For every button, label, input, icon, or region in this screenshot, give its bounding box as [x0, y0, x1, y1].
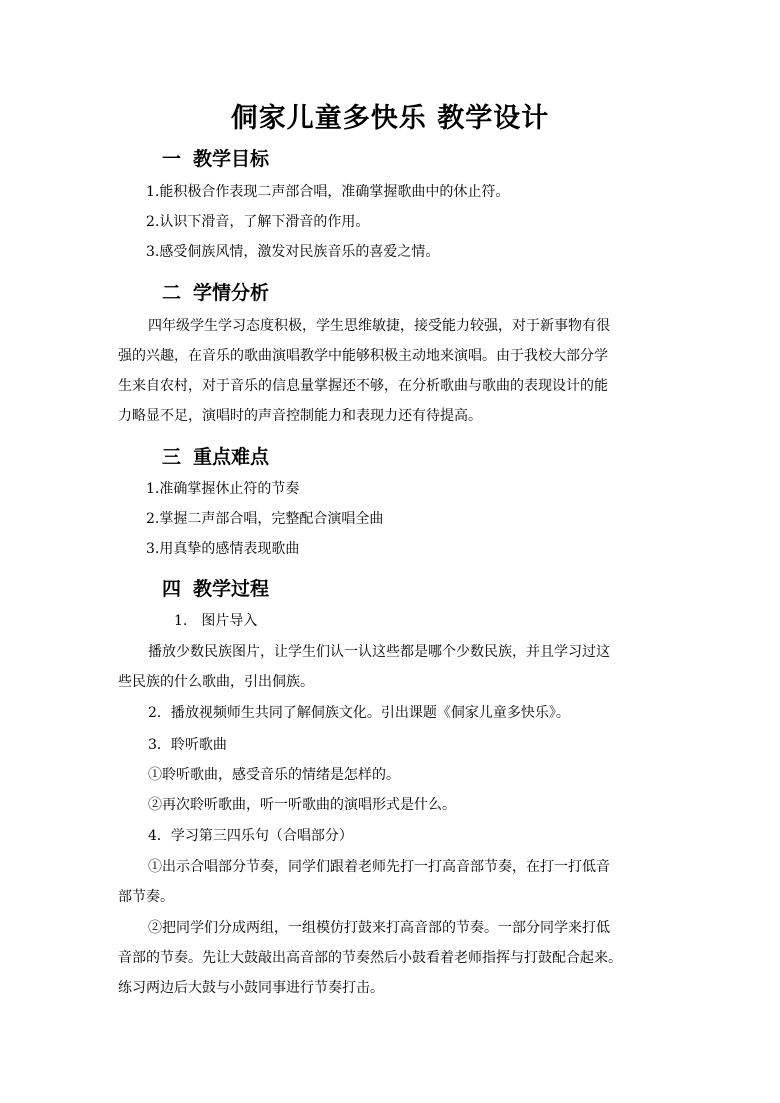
section-title: 教学过程 — [193, 578, 270, 600]
document-title: 侗家儿童多快乐 教学设计 — [230, 103, 550, 134]
section-heading-process — [162, 574, 269, 601]
section-heading-objectives — [162, 144, 269, 171]
section-title: 重点难点 — [193, 446, 270, 468]
section-number: 四 — [162, 578, 182, 600]
process-step: 3．聆听歌曲 — [148, 737, 227, 753]
section-title: 学情分析 — [193, 282, 270, 304]
section-heading-analysis — [162, 278, 269, 305]
process-line: 部节奏。 — [118, 889, 174, 905]
process-step: 4．学习第三四乐句（合唱部分） — [148, 828, 353, 844]
paragraph-line: 生来自农村，对于音乐的信息量掌握还不够，在分析歌曲与歌曲的表现设计的能 — [118, 378, 608, 394]
process-line: 音部的节奏。先让大鼓敲出高音部的节奏然后小鼓看着老师指挥与打鼓配合起来。 — [118, 950, 622, 966]
key-point-item: 2.掌握二声部合唱，完整配合演唱全曲 — [146, 511, 384, 527]
key-point-item: 3.用真挚的感情表现歌曲 — [146, 541, 300, 557]
key-point-item: 1.准确掌握休止符的节奏 — [146, 481, 300, 497]
process-line: 练习两边后大鼓与小鼓同事进行节奏打击。 — [118, 980, 384, 996]
objective-item: 1.能积极合作表现二声部合唱，准确掌握歌曲中的休止符。 — [146, 184, 510, 200]
process-line: ①聆听歌曲，感受音乐的情绪是怎样的。 — [148, 767, 400, 783]
objective-item: 2.认识下滑音，了解下滑音的作用。 — [146, 214, 370, 230]
section-title: 教学目标 — [193, 148, 270, 170]
paragraph-line: 四年级学生学习态度积极，学生思维敏捷，接受能力较强，对于新事物有很 — [148, 318, 610, 334]
process-line: 播放少数民族图片，让学生们认一认这些都是哪个少数民族，并且学习过这 — [148, 644, 610, 660]
process-line: ②再次聆听歌曲，听一听歌曲的演唱形式是什么。 — [148, 797, 456, 813]
section-number: 二 — [162, 282, 182, 304]
section-number: 一 — [162, 148, 182, 170]
process-step: 2．播放视频师生共同了解侗族文化。引出课题《侗家儿童多快乐》。 — [148, 705, 570, 721]
process-step: 1. 图片导入 — [174, 613, 258, 629]
process-line: 些民族的什么歌曲，引出侗族。 — [118, 674, 314, 690]
paragraph-line: 力略显不足，演唱时的声音控制能力和表现力还有待提高。 — [118, 408, 482, 424]
paragraph-line: 强的兴趣，在音乐的歌曲演唱教学中能够积极主动地来演唱。由于我校大部分学 — [118, 348, 608, 364]
process-line: ①出示合唱部分节奏，同学们跟着老师先打一打高音部节奏，在打一打低音 — [148, 859, 610, 875]
section-heading-key-points — [162, 442, 269, 469]
section-number: 三 — [162, 446, 182, 468]
process-line: ②把同学们分成两组，一组模仿打鼓来打高音部的节奏。一部分同学来打低 — [148, 920, 610, 936]
objective-item: 3.感受侗族风情，激发对民族音乐的喜爱之情。 — [146, 244, 440, 260]
